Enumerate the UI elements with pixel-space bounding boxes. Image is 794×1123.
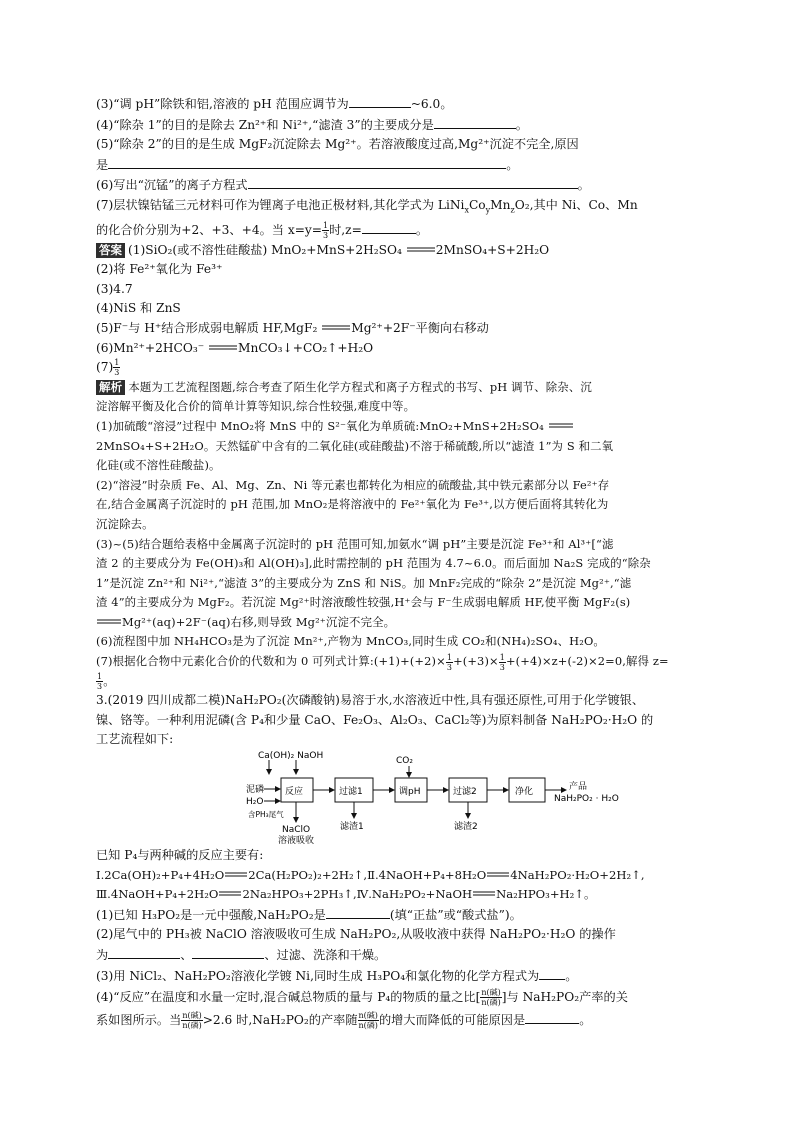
analysis-line: (3)~(5)结合题给表格中金属离子沉淀时的 pH 范围可知,加氨水“调 pH”主要是沉淀 Fe³⁺和 Al³⁺[“滤 xyxy=(96,536,614,551)
fraction-base-over-phosphorus: $\frac{\text{n(碱)}}{\text{n(磷)}}$ xyxy=(358,1011,378,1031)
given-reactions-title: 已知 P₄与两种碱的反应主要有: xyxy=(96,848,264,863)
answer-blank[interactable] xyxy=(108,155,506,169)
analysis-line: 在,结合金属离子沉淀时的 pH 范围,加 MnO₂是将溶液中的 Fe²⁺氧化为 Fe³⁺,以方便后面将其转化为 xyxy=(96,497,609,512)
absorb-label-1: NaClO xyxy=(282,825,311,836)
fraction-one-third: $\frac{1}{3}$ xyxy=(114,358,120,378)
question-7-cont: 的化合价分别为+2、+3、+4。当 x=y= $\frac{1}{3}$ 时,z= 。 xyxy=(96,221,429,240)
box-filter1-label: 过滤1 xyxy=(339,787,363,798)
subquestion-4-cont: 系如图所示。当 $\frac{\text{n(碱)}}{\text{n(磷)}}$ >2.6 时,NaH₂PO₂的产率随 $\frac{\text{n(碱)}}{\text{n(磷)}}$ 的增大而降低的可能原因是 。 xyxy=(96,1011,592,1031)
subquestion-3: (3)用 NiCl₂、NaH₂PO₂溶液化学镀 Ni,同时生成 H₃PO₄和氯化物的化学方程式为 。 xyxy=(96,966,700,987)
answer-line-3: (3)4.7 xyxy=(96,281,133,296)
question-5-cont: 是 。 xyxy=(96,155,700,176)
analysis-line: 化硅(或不溶性硅酸盐)。 xyxy=(96,458,221,473)
fraction-one-third: $\frac{1}{3}$ xyxy=(97,672,103,692)
answer-line-2: (2)将 Fe²⁺氧化为 Fe³⁺ xyxy=(96,262,223,277)
q3-line-2: 镍、铬等。一种利用泥磷(含 P₄和少量 CaO、Fe₂O₃、Al₂O₃、CaCl₂等)为原料制备 NaH₂PO₂·H₂O 的 xyxy=(96,712,654,727)
box-filter2-label: 过滤2 xyxy=(453,787,477,798)
answer-blank[interactable] xyxy=(349,94,411,108)
answer-line-4: (4)NiS 和 ZnS xyxy=(96,301,181,316)
gas-note-label: 含PH₃尾气 xyxy=(248,810,284,820)
residue1-label: 滤渣1 xyxy=(340,822,364,833)
product-label-1: 产品 xyxy=(569,782,588,793)
analysis-line: 1”是沉淀 Zn²⁺和 Ni²⁺,“滤渣 3”的主要成分为 ZnS 和 NiS。加 MnF₂完成的“除杂 2”是沉淀 Mg²⁺,“滤 xyxy=(96,575,632,590)
fraction-base-over-phosphorus: $\frac{\text{n(碱)}}{\text{n(磷)}}$ xyxy=(481,988,501,1008)
co2-label: CO₂ xyxy=(396,756,413,767)
equals-arrow-icon xyxy=(472,890,496,898)
answer-line-7: (7) $\frac{1}{3}$ xyxy=(96,358,120,378)
analysis-line: 淀溶解平衡及化合价的简单计算等知识,综合性较强,难度中等。 xyxy=(96,399,416,414)
answer-blank[interactable] xyxy=(434,115,516,129)
analysis-line: 解析 本题为工艺流程图题,综合考查了陌生化学方程式和离子方程式的书写、pH 调节、除杂、沉 xyxy=(96,378,700,398)
answer-blank[interactable] xyxy=(362,220,416,234)
box-ph-label: 调pH xyxy=(399,787,421,798)
question-6: (6)写出“沉锰”的离子方程式 。 xyxy=(96,175,700,196)
answer-blank[interactable] xyxy=(248,175,578,189)
subquestion-2: (2)尾气中的 PH₃被 NaClO 溶液吸收可生成 NaH₂PO₂,从吸收液中获得 NaH₂PO₂·H₂O 的操作 xyxy=(96,927,616,942)
feed-label-water: H₂O xyxy=(246,797,264,808)
analysis-line: $\frac{1}{3}$ 。 xyxy=(97,672,115,692)
equilibrium-arrow-icon xyxy=(321,324,351,332)
reaction-line-2: Ⅲ.4NaOH+P₄+2H₂O 2Na₂HPO₃+2PH₃↑,Ⅳ.NaH₂PO₂+NaOH Na₂HPO₃+H₂↑。 xyxy=(96,887,596,902)
box-react-label: 反应 xyxy=(285,787,304,798)
fraction-one-third: $\frac{1}{3}$ xyxy=(499,652,505,672)
q3-line-3: 工艺流程如下: xyxy=(96,732,174,747)
equals-arrow-icon xyxy=(548,422,574,430)
box-purify-label: 净化 xyxy=(515,787,534,798)
absorb-label-2: 溶液吸收 xyxy=(278,836,315,847)
question-7: (7)层状镍钴锰三元材料可作为锂离子电池正极材料,其化学式为 $LiNi_xCo_yMn_zO_2$,其中 Ni、Co、Mn xyxy=(96,197,638,215)
q3-line-1: 3.(2019 四川成都二模)NaH₂PO₂(次磷酸钠)易溶于水,水溶液近中性,具有强还原性,可用于化学镀银、 xyxy=(96,693,645,708)
subquestion-4: (4)“反应”在温度和水量一定时,混合碱总物质的量与 P₄的物质的量之比[ $\frac{\text{n(碱)}}{\text{n(磷)}}$ ]与 NaH₂PO₂产率的关 xyxy=(96,988,628,1008)
answer-line-1: 答案 (1)SiO₂(或不溶性硅酸盐) MnO₂+MnS+2H₂SO₄ 2MnSO₄+S+2H₂O xyxy=(96,241,700,261)
subquestion-1: (1)已知 H₃PO₂是一元中强酸,NaH₂PO₂是 (填“正盐”或“酸式盐”)。 xyxy=(96,905,700,926)
answer-blank[interactable] xyxy=(326,905,390,919)
analysis-line: (6)流程图中加 NH₄HCO₃是为了沉淀 Mn²⁺,产物为 MnCO₃,同时生成 CO₂和(NH₄)₂SO₄、H₂O。 xyxy=(96,634,605,649)
analysis-line: 沉淀除去。 xyxy=(96,516,154,531)
subquestion-2-cont: 为 、 、过滤、洗涤和干燥。 xyxy=(96,945,700,966)
equals-arrow-icon xyxy=(486,871,510,879)
question-text: (3)“调 pH”除铁和铝,溶液的 pH 范围应调节为 xyxy=(96,97,349,111)
answer-line-6: (6)Mn²⁺+2HCO₃⁻ MnCO₃↓+CO₂↑+H₂O xyxy=(96,340,374,355)
analysis-tag: 解析 xyxy=(96,380,125,395)
equilibrium-arrow-icon xyxy=(96,618,122,626)
analysis-line: 渣 4”的主要成分为 MgF₂。若沉淀 Mg²⁺时溶液酸性较强,H⁺会与 F⁻生成弱电解质 HF,使平衡 MgF₂(s) xyxy=(96,595,631,610)
equals-arrow-icon xyxy=(224,871,248,879)
analysis-line: 2MnSO₄+S+2H₂O。天然锰矿中含有的二氧化硅(或硅酸盐)不溶于稀硫酸,所以“滤渣 1”为 S 和二氧 xyxy=(96,438,614,453)
product-label-2: NaH₂PO₂ · H₂O xyxy=(554,794,619,805)
reagents-label: Ca(OH)₂ NaOH xyxy=(258,751,324,762)
answer-blank[interactable] xyxy=(192,945,264,959)
fraction-base-over-phosphorus: $\frac{\text{n(碱)}}{\text{n(磷)}}$ xyxy=(182,1011,202,1031)
answer-tag: 答案 xyxy=(96,243,125,258)
feed-label-sludge: 泥磷 xyxy=(246,785,265,796)
process-flow-diagram xyxy=(96,750,700,846)
answer-blank[interactable] xyxy=(525,1010,579,1024)
fraction-one-third: $\frac{1}{3}$ xyxy=(446,652,453,672)
question-3: (3)“调 pH”除铁和铝,溶液的 pH 范围应调节为 ~6.0。 xyxy=(96,94,700,115)
analysis-line: (7)根据化合物中元素化合价的代数和为 0 可列式计算:(+1)+(+2)× $\frac{1}{3}$ +(+3)× $\frac{1}{3}$ +(+4)×z+(-2)×2=0,解得 z= xyxy=(96,652,669,672)
equals-arrow-icon xyxy=(406,246,436,254)
answer-line-5: (5)F⁻与 H⁺结合形成弱电解质 HF,MgF₂ Mg²⁺+2F⁻平衡向右移动 xyxy=(96,320,489,335)
equals-arrow-icon xyxy=(208,344,238,352)
equals-arrow-icon xyxy=(218,890,242,898)
reaction-line-1: Ⅰ.2Ca(OH)₂+P₄+4H₂O 2Ca(H₂PO₂)₂+2H₂↑,Ⅱ.4NaOH+P₄+8H₂O 4NaH₂PO₂·H₂O+2H₂↑, xyxy=(96,867,645,882)
page-content xyxy=(96,94,700,1032)
question-4: (4)“除杂 1”的目的是除去 Zn²⁺和 Ni²⁺,“滤渣 3”的主要成分是 。 xyxy=(96,115,700,136)
question-5: (5)“除杂 2”的目的是生成 MgF₂沉淀除去 Mg²⁺。若溶液酸度过高,Mg²⁺沉淀不完全,原因 xyxy=(96,137,579,152)
analysis-line: 渣 2 的主要成分为 Fe(OH)₃和 Al(OH)₃],此时需控制的 pH 范围为 4.7~6.0。而后面加 Na₂S 完成的“除杂 xyxy=(96,556,651,571)
fraction-one-third: $\frac{1}{3}$ xyxy=(323,221,329,240)
answer-blank[interactable] xyxy=(108,945,180,959)
analysis-line: (2)“溶浸”时杂质 Fe、Al、Mg、Zn、Ni 等元素也都转化为相应的硫酸盐,其中铁元素部分以 Fe²⁺存 xyxy=(96,477,610,492)
analysis-line: (1)加硫酸“溶浸”过程中 MnO₂将 MnS 中的 S²⁻氧化为单质硫:MnO₂+MnS+2H₂SO₄ xyxy=(96,417,700,437)
answer-blank[interactable] xyxy=(539,966,565,980)
residue2-label: 滤渣2 xyxy=(454,822,478,833)
analysis-line: Mg²⁺(aq)+2F⁻(aq)右移,则导致 Mg²⁺沉淀不完全。 xyxy=(96,613,700,633)
